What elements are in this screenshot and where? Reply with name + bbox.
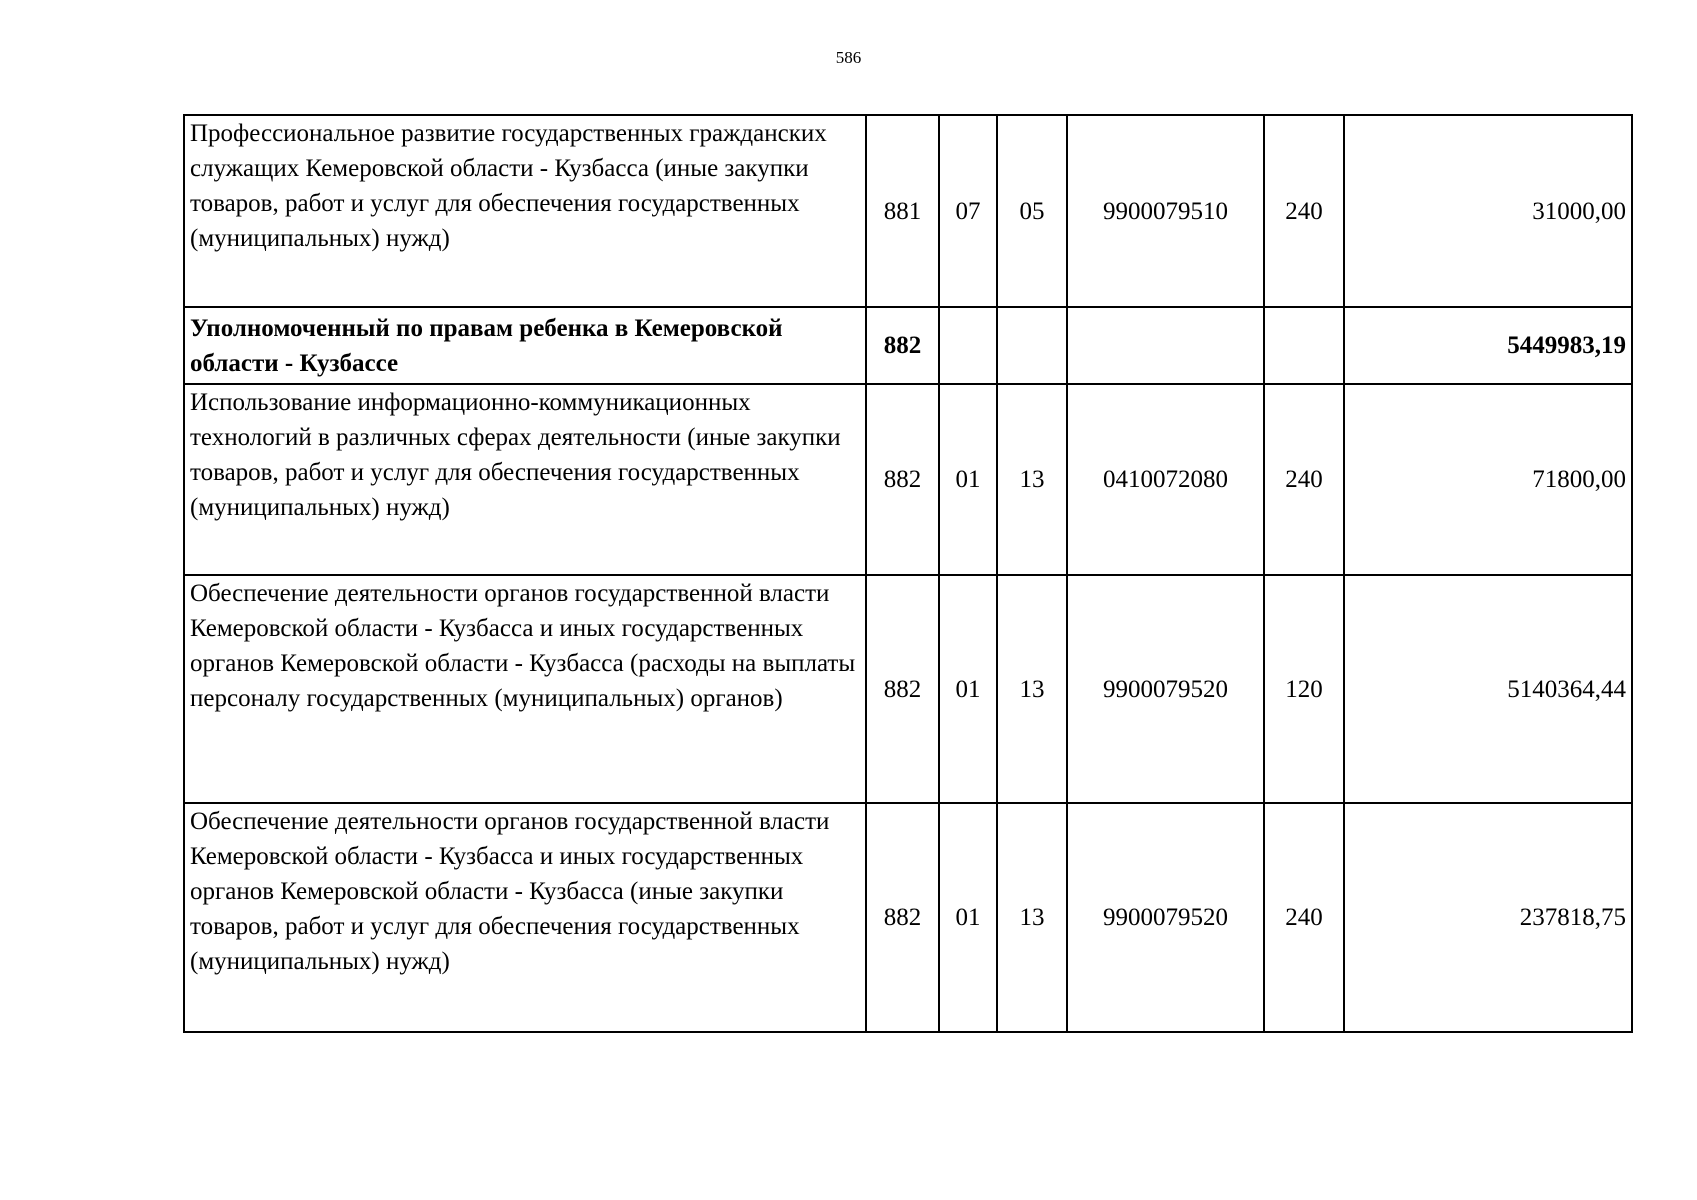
expense-type-code (1264, 307, 1344, 384)
table-row (184, 803, 1632, 1032)
subsection-code: 13 (997, 384, 1067, 575)
expense-type-code: 240 (1264, 803, 1344, 1032)
section-code: 07 (939, 115, 997, 307)
row-description: Использование информационно-коммуникационных технологий в различных сферах деятельности (иные закупки товаров, работ и услуг для обеспечения государственных (муниципальных) нужд) (184, 384, 866, 575)
amount: 237818,75 (1344, 803, 1632, 1032)
table-row (184, 384, 1632, 575)
amount: 71800,00 (1344, 384, 1632, 575)
row-description: Профессиональное развитие государственных гражданских служащих Кемеровской области - Кузбасса (иные закупки товаров, работ и услуг для обеспечения государственных (муниципальных) нужд) (184, 115, 866, 307)
ministry-code: 882 (866, 575, 939, 803)
target-article-code: 9900079510 (1067, 115, 1264, 307)
subsection-code (997, 307, 1067, 384)
row-description: Уполномоченный по правам ребенка в Кемеровской области - Кузбассе (184, 307, 866, 384)
target-article-code: 0410072080 (1067, 384, 1264, 575)
amount: 31000,00 (1344, 115, 1632, 307)
target-article-code: 9900079520 (1067, 575, 1264, 803)
ministry-code: 881 (866, 115, 939, 307)
table-row (184, 115, 1632, 307)
section-code: 01 (939, 384, 997, 575)
budget-table (183, 114, 1633, 1033)
section-code: 01 (939, 575, 997, 803)
row-description: Обеспечение деятельности органов государственной власти Кемеровской области - Кузбасса и иных государственных органов Кемеровской области - Кузбасса (иные закупки товаров, работ и услуг для обеспечения государственных (муниципальных) нужд) (184, 803, 866, 1032)
expense-type-code: 240 (1264, 115, 1344, 307)
section-code (939, 307, 997, 384)
ministry-code: 882 (866, 384, 939, 575)
table-row (184, 575, 1632, 803)
target-article-code: 9900079520 (1067, 803, 1264, 1032)
table-row (184, 307, 1632, 384)
target-article-code (1067, 307, 1264, 384)
expense-type-code: 120 (1264, 575, 1344, 803)
expense-type-code: 240 (1264, 384, 1344, 575)
ministry-code: 882 (866, 803, 939, 1032)
row-description: Обеспечение деятельности органов государственной власти Кемеровской области - Кузбасса и иных государственных органов Кемеровской области - Кузбасса (расходы на выплаты персоналу государственных (муниципальных) органов) (184, 575, 866, 803)
ministry-code: 882 (866, 307, 939, 384)
section-code: 01 (939, 803, 997, 1032)
subsection-code: 05 (997, 115, 1067, 307)
amount: 5449983,19 (1344, 307, 1632, 384)
amount: 5140364,44 (1344, 575, 1632, 803)
subsection-code: 13 (997, 803, 1067, 1032)
subsection-code: 13 (997, 575, 1067, 803)
page-number: 586 (835, 48, 862, 67)
